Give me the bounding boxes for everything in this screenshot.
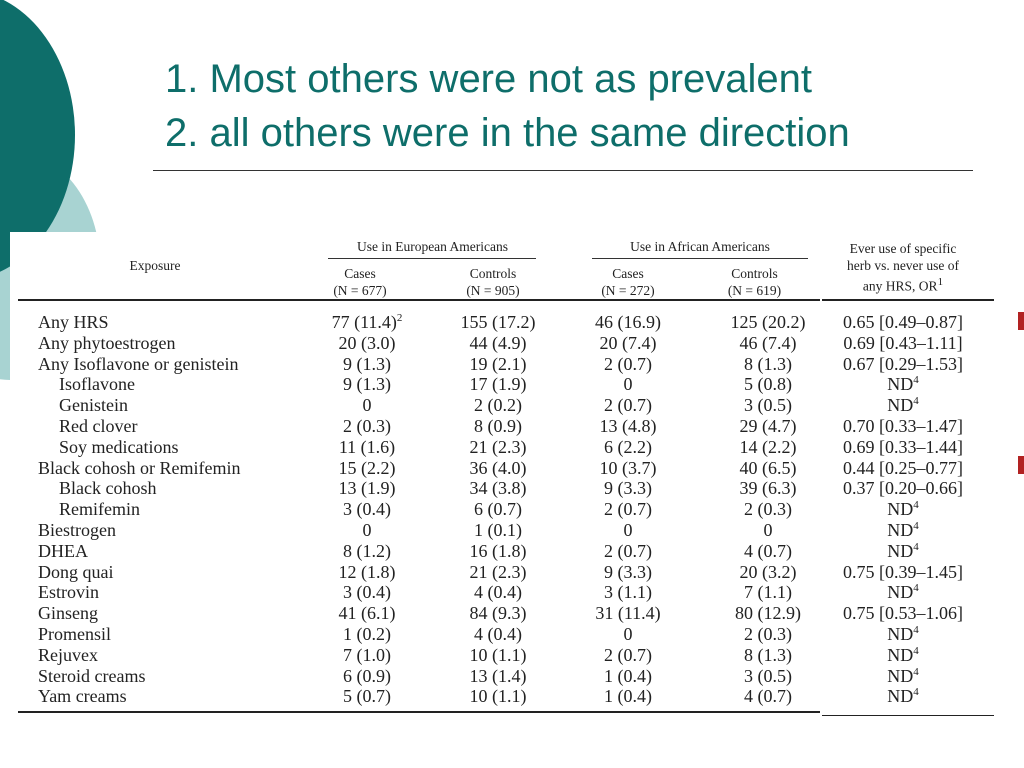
title-line-2: 2. all others were in the same direction — [165, 111, 850, 155]
cases-af-cell — [578, 603, 678, 624]
cases-eu-cell — [317, 354, 417, 375]
cases-eu-cell — [317, 541, 417, 562]
cases-af-cell — [578, 333, 678, 354]
cases-af-cell — [578, 437, 678, 458]
or-cell-text: ND — [887, 499, 914, 520]
or-cell — [828, 686, 978, 707]
controls-eu-cell-text: 21 (2.3) — [469, 436, 527, 457]
or-cell — [828, 458, 978, 479]
bottom-rule-left — [18, 711, 820, 713]
exposure-cell — [59, 416, 137, 437]
or-cell-footnote: 4 — [913, 582, 919, 595]
table-row — [0, 666, 1000, 687]
exposure-cell — [59, 437, 179, 458]
controls-eu-cell — [443, 499, 553, 520]
controls-eu-cell-text: 16 (1.8) — [469, 540, 527, 561]
table-row — [0, 416, 1000, 437]
exposure-cell-text: Soy medications — [59, 436, 179, 457]
or-cell — [828, 437, 978, 458]
controls-af-cell-text: 8 (1.3) — [744, 644, 792, 665]
table-row — [0, 374, 1000, 395]
cases-af-cell-text: 0 — [623, 520, 633, 540]
cases-af-cell — [578, 541, 678, 562]
controls-eu-cell-text: 2 (0.2) — [474, 395, 522, 416]
cases-af-cell-text: 1 (0.4) — [604, 665, 652, 686]
exposure-cell — [38, 562, 114, 583]
exposure-cell-text: Yam creams — [38, 686, 127, 707]
controls-af-cell — [713, 437, 823, 458]
or-cell-footnote: 4 — [913, 665, 919, 678]
or-cell — [828, 354, 978, 375]
table-row — [0, 354, 1000, 375]
cases-af-n: (N = 272) — [601, 283, 655, 298]
cases-eu-header — [320, 265, 400, 299]
or-cell-text: ND — [887, 582, 914, 603]
exposure-cell — [59, 374, 135, 395]
cases-eu-cell-text: 5 (0.7) — [343, 686, 391, 707]
cases-eu-cell — [317, 520, 417, 541]
cases-af-cell — [578, 582, 678, 603]
cases-eu-cell-text: 20 (3.0) — [338, 332, 396, 353]
cases-eu-cell-text: 0 — [362, 395, 372, 416]
cases-eu-cell — [317, 686, 417, 707]
controls-eu-cell-text: 4 (0.4) — [474, 624, 522, 644]
or-cell-footnote: 4 — [913, 686, 919, 699]
group-rule-european — [328, 258, 536, 259]
or-cell-footnote: 4 — [913, 395, 919, 408]
cases-eu-label: Cases — [344, 266, 376, 281]
or-cell — [828, 374, 978, 395]
controls-eu-cell-text: 155 (17.2) — [460, 312, 536, 332]
controls-eu-cell — [443, 437, 553, 458]
cases-eu-cell-text: 1 (0.2) — [343, 624, 391, 644]
controls-af-cell — [713, 686, 823, 707]
controls-af-cell-text: 40 (6.5) — [739, 457, 797, 478]
exposure-cell — [59, 499, 140, 520]
controls-af-cell-text: 29 (4.7) — [739, 416, 797, 436]
or-header-line-3: any HRS, OR — [862, 278, 938, 294]
controls-eu-cell-text: 36 (4.0) — [469, 457, 527, 478]
cases-af-cell — [578, 478, 678, 499]
or-cell — [828, 416, 978, 437]
controls-eu-cell — [443, 395, 553, 416]
exposure-cell-text: Any phytoestrogen — [38, 332, 176, 353]
controls-eu-cell — [443, 541, 553, 562]
controls-eu-cell — [443, 666, 553, 687]
controls-eu-cell-text: 44 (4.9) — [469, 332, 527, 353]
table-row — [0, 312, 1000, 333]
or-cell-text: ND — [887, 686, 914, 707]
or-cell-footnote: 4 — [913, 520, 919, 532]
cases-eu-cell-footnote: 2 — [396, 312, 403, 324]
exposure-cell — [38, 624, 111, 645]
or-cell-text: ND — [887, 520, 914, 540]
controls-eu-cell — [443, 624, 553, 645]
exposure-cell-text: Dong quai — [38, 561, 114, 582]
cases-af-cell-text: 3 (1.1) — [604, 582, 652, 603]
controls-af-cell — [713, 603, 823, 624]
controls-eu-cell-text: 1 (0.1) — [474, 520, 522, 540]
exposure-cell — [38, 582, 99, 603]
cases-eu-n: (N = 677) — [333, 283, 387, 298]
controls-eu-n: (N = 905) — [466, 283, 520, 298]
or-cell-footnote: 4 — [913, 624, 919, 636]
or-cell — [828, 624, 978, 645]
table-row — [0, 582, 1000, 603]
or-cell-footnote: 4 — [913, 499, 919, 512]
or-cell-text: ND — [887, 644, 914, 665]
cases-eu-cell — [317, 478, 417, 499]
controls-eu-cell-text: 10 (1.1) — [469, 644, 527, 665]
cases-af-cell-text: 0 — [623, 374, 633, 395]
or-cell-footnote: 4 — [913, 644, 919, 657]
controls-af-cell — [713, 354, 823, 375]
cases-af-cell — [578, 520, 678, 541]
table-row — [0, 562, 1000, 583]
cases-af-cell — [578, 395, 678, 416]
exposure-cell — [59, 395, 128, 416]
controls-af-cell-text: 4 (0.7) — [744, 686, 792, 707]
controls-eu-cell — [443, 312, 553, 333]
cases-af-cell-text: 2 (0.7) — [604, 353, 652, 374]
controls-af-cell-text: 46 (7.4) — [739, 332, 797, 353]
cases-eu-cell-text: 11 (1.6) — [338, 436, 396, 457]
controls-eu-cell — [443, 458, 553, 479]
cases-eu-cell-text: 12 (1.8) — [338, 561, 396, 582]
controls-af-cell-text: 80 (12.9) — [735, 603, 801, 624]
cases-eu-cell — [317, 624, 417, 645]
table-row — [0, 520, 1000, 541]
exposure-cell — [38, 333, 175, 354]
controls-eu-cell-text: 34 (3.8) — [469, 478, 527, 499]
controls-af-cell — [713, 562, 823, 583]
cases-eu-cell-text: 77 (11.4) — [331, 312, 397, 332]
cases-eu-cell-text: 2 (0.3) — [343, 416, 391, 436]
or-cell-text: 0.65 [0.49–0.87] — [843, 312, 963, 332]
controls-af-cell-text: 125 (20.2) — [730, 312, 806, 332]
exposure-cell-text: Any Isoflavone or genistein — [38, 353, 239, 374]
controls-eu-cell-text: 13 (1.4) — [469, 665, 527, 686]
or-cell-text: ND — [887, 395, 914, 416]
controls-af-header — [712, 265, 797, 299]
cases-eu-cell — [317, 374, 417, 395]
controls-af-cell-text: 0 — [763, 520, 773, 540]
table-row — [0, 541, 1000, 562]
table-row — [0, 395, 1000, 416]
exposure-cell-text: Ginseng — [38, 603, 98, 624]
or-cell — [828, 395, 978, 416]
controls-af-cell-text: 3 (0.5) — [744, 665, 792, 686]
cases-af-cell-text: 1 (0.4) — [604, 686, 652, 707]
or-cell-text: 0.37 [0.20–0.66] — [843, 478, 963, 499]
controls-af-cell-text: 2 (0.3) — [744, 624, 792, 644]
cases-eu-cell — [317, 603, 417, 624]
cases-af-cell-text: 0 — [623, 624, 633, 644]
exposure-cell — [38, 312, 109, 333]
exposure-cell-text: Any HRS — [38, 312, 109, 332]
controls-eu-cell — [443, 333, 553, 354]
exposure-cell-text: Promensil — [38, 624, 112, 644]
cases-eu-cell-text: 8 (1.2) — [343, 540, 391, 561]
exposure-cell-text: Genistein — [59, 395, 128, 416]
exposure-header: Exposure — [129, 258, 181, 273]
controls-eu-cell — [443, 603, 553, 624]
controls-af-cell-text: 39 (6.3) — [739, 478, 797, 499]
cases-af-cell — [578, 416, 678, 437]
table-row — [0, 458, 1000, 479]
controls-af-cell-text: 14 (2.2) — [739, 436, 797, 457]
controls-af-cell — [713, 312, 823, 333]
controls-af-cell — [713, 499, 823, 520]
or-cell — [828, 478, 978, 499]
cases-af-cell-text: 2 (0.7) — [604, 395, 652, 416]
controls-af-cell-text: 20 (3.2) — [739, 561, 797, 582]
exposure-cell-text: Isoflavone — [59, 374, 135, 395]
exposure-cell — [38, 354, 238, 375]
or-cell-text: 0.69 [0.43–1.11] — [843, 332, 963, 353]
or-cell-text: 0.69 [0.33–1.44] — [843, 436, 963, 457]
controls-eu-header — [448, 265, 538, 299]
controls-eu-cell-text: 17 (1.9) — [469, 374, 527, 395]
cases-af-cell — [578, 624, 678, 645]
controls-eu-cell — [443, 562, 553, 583]
controls-af-cell-text: 8 (1.3) — [744, 353, 792, 374]
controls-af-cell-text: 4 (0.7) — [744, 540, 792, 561]
or-cell — [828, 603, 978, 624]
table-row — [0, 686, 1000, 707]
cases-eu-cell-text: 7 (1.0) — [343, 644, 391, 665]
cases-af-cell-text: 2 (0.7) — [604, 540, 652, 561]
exposure-cell-text: Steroid creams — [38, 665, 146, 686]
cases-af-cell — [578, 562, 678, 583]
or-cell-text: ND — [887, 624, 914, 644]
table-row — [0, 624, 1000, 645]
cases-eu-cell — [317, 562, 417, 583]
table-row — [0, 333, 1000, 354]
controls-eu-cell-text: 8 (0.9) — [474, 416, 522, 436]
exposure-cell-text: Biestrogen — [38, 520, 116, 540]
controls-af-cell-text: 2 (0.3) — [744, 499, 792, 520]
or-cell — [828, 562, 978, 583]
controls-af-cell-text: 3 (0.5) — [744, 395, 792, 416]
controls-af-cell — [713, 624, 823, 645]
or-cell-text: 0.75 [0.39–1.45] — [843, 561, 963, 582]
exposure-cell — [59, 478, 156, 499]
cases-eu-cell — [317, 416, 417, 437]
controls-eu-cell — [443, 520, 553, 541]
cases-af-cell — [578, 499, 678, 520]
or-cell — [828, 333, 978, 354]
cases-eu-cell — [317, 437, 417, 458]
or-header-line-2: herb vs. never use of — [846, 258, 960, 273]
cases-eu-cell — [317, 645, 417, 666]
or-cell-text: 0.75 [0.53–1.06] — [843, 603, 963, 624]
exposure-cell-text: Black cohosh or Remifemin — [38, 457, 241, 478]
controls-af-label: Controls — [731, 266, 778, 281]
controls-eu-cell-text: 21 (2.3) — [469, 561, 527, 582]
cases-eu-cell — [317, 582, 417, 603]
cases-af-cell — [578, 374, 678, 395]
exposure-cell-text: Estrovin — [38, 582, 99, 603]
cases-af-cell-text: 6 (2.2) — [604, 436, 652, 457]
exposure-cell — [38, 541, 88, 562]
exposure-cell-text: Rejuvex — [38, 644, 98, 665]
controls-eu-cell-text: 6 (0.7) — [474, 499, 522, 520]
cases-af-cell-text: 9 (3.3) — [604, 561, 652, 582]
cases-eu-cell — [317, 666, 417, 687]
controls-af-cell — [713, 333, 823, 354]
or-header-line-1: Ever use of specific — [849, 241, 957, 256]
cases-eu-cell-text: 3 (0.4) — [343, 499, 391, 520]
exposure-cell — [38, 645, 98, 666]
or-cell — [828, 645, 978, 666]
exposure-cell-text: Red clover — [59, 416, 138, 436]
header-rule-left — [18, 299, 820, 301]
or-cell-text: 0.67 [0.29–1.53] — [843, 353, 963, 374]
cases-af-cell — [578, 666, 678, 687]
or-cell-footnote: 4 — [913, 540, 919, 553]
cases-eu-cell-text: 9 (1.3) — [343, 374, 391, 395]
cases-af-cell — [578, 312, 678, 333]
controls-af-cell — [713, 520, 823, 541]
cases-af-cell-text: 9 (3.3) — [604, 478, 652, 499]
cases-af-cell — [578, 645, 678, 666]
controls-eu-cell — [443, 354, 553, 375]
or-cell-text: 0.70 [0.33–1.47] — [843, 416, 963, 436]
exposure-cell-text: Black cohosh — [59, 478, 157, 499]
exposure-cell-text: Remifemin — [59, 499, 140, 520]
or-cell — [828, 520, 978, 541]
cases-af-header — [588, 265, 668, 299]
exposure-cell-text: DHEA — [38, 540, 88, 561]
or-cell — [828, 541, 978, 562]
cases-eu-cell-text: 13 (1.9) — [338, 478, 396, 499]
controls-eu-cell — [443, 374, 553, 395]
controls-af-cell — [713, 458, 823, 479]
or-cell-text: ND — [887, 540, 914, 561]
cases-af-cell — [578, 686, 678, 707]
or-cell-text: ND — [887, 665, 914, 686]
cases-af-cell-text: 31 (11.4) — [595, 603, 661, 624]
controls-af-cell-text: 5 (0.8) — [744, 374, 792, 395]
cases-eu-cell — [317, 395, 417, 416]
cases-eu-cell-text: 0 — [362, 520, 372, 540]
or-cell — [828, 312, 978, 333]
cases-af-cell-text: 2 (0.7) — [604, 644, 652, 665]
group-header-african: Use in African Americans — [630, 239, 770, 254]
cases-eu-cell — [317, 499, 417, 520]
table-row — [0, 478, 1000, 499]
cases-af-cell — [578, 458, 678, 479]
cases-af-cell-text: 2 (0.7) — [604, 499, 652, 520]
controls-eu-cell — [443, 478, 553, 499]
table-row — [0, 603, 1000, 624]
cases-af-cell-text: 10 (3.7) — [599, 457, 657, 478]
cases-af-label: Cases — [612, 266, 644, 281]
exposure-cell — [38, 520, 116, 541]
or-cell-text: ND — [887, 374, 914, 395]
edge-mark-top — [1018, 312, 1024, 330]
group-rule-african — [592, 258, 808, 259]
or-cell — [828, 499, 978, 520]
table-row — [0, 645, 1000, 666]
controls-af-cell — [713, 374, 823, 395]
group-header-european: Use in European Americans — [356, 239, 509, 254]
cases-eu-cell — [317, 312, 417, 333]
controls-eu-cell — [443, 645, 553, 666]
exposure-cell — [38, 458, 240, 479]
table-row — [0, 437, 1000, 458]
controls-eu-cell-text: 19 (2.1) — [469, 353, 527, 374]
cases-af-cell-text: 20 (7.4) — [599, 332, 657, 353]
controls-eu-label: Controls — [469, 266, 517, 281]
controls-eu-cell — [443, 416, 553, 437]
table-row — [0, 499, 1000, 520]
or-cell — [828, 666, 978, 687]
controls-af-cell — [713, 478, 823, 499]
title-divider — [153, 170, 973, 171]
cases-eu-cell-text: 9 (1.3) — [343, 353, 391, 374]
controls-eu-cell-text: 84 (9.3) — [469, 603, 527, 624]
controls-eu-cell — [443, 686, 553, 707]
cases-eu-cell — [317, 458, 417, 479]
controls-af-cell — [713, 582, 823, 603]
cases-af-cell-text: 46 (16.9) — [595, 312, 661, 332]
cases-af-cell — [578, 354, 678, 375]
controls-eu-cell-text: 10 (1.1) — [469, 686, 527, 707]
cases-eu-cell-text: 6 (0.9) — [343, 665, 391, 686]
bottom-rule-right — [822, 715, 994, 716]
controls-af-cell-text: 7 (1.1) — [744, 582, 792, 603]
header-rule-right — [822, 299, 994, 301]
edge-mark-bottom — [1018, 456, 1024, 474]
exposure-cell — [38, 686, 127, 707]
controls-af-n: (N = 619) — [727, 283, 782, 298]
cases-af-cell-text: 13 (4.8) — [599, 416, 657, 436]
exposure-cell — [38, 603, 98, 624]
or-cell-text: 0.44 [0.25–0.77] — [843, 457, 963, 478]
or-cell-footnote: 4 — [913, 374, 919, 387]
cases-eu-cell-text: 3 (0.4) — [343, 582, 391, 603]
exposure-cell — [38, 666, 145, 687]
or-header — [828, 240, 978, 295]
controls-af-cell — [713, 395, 823, 416]
cases-eu-cell — [317, 333, 417, 354]
controls-af-cell — [713, 541, 823, 562]
cases-eu-cell-text: 41 (6.1) — [338, 603, 396, 624]
controls-eu-cell-text: 4 (0.4) — [474, 582, 522, 603]
controls-eu-cell — [443, 582, 553, 603]
controls-af-cell — [713, 666, 823, 687]
controls-af-cell — [713, 416, 823, 437]
controls-af-cell — [713, 645, 823, 666]
cases-eu-cell-text: 15 (2.2) — [338, 457, 396, 478]
slide-title — [165, 52, 985, 160]
or-header-footnote: 1 — [937, 276, 944, 288]
title-line-1: 1. Most others were not as prevalent — [165, 57, 812, 101]
or-cell — [828, 582, 978, 603]
